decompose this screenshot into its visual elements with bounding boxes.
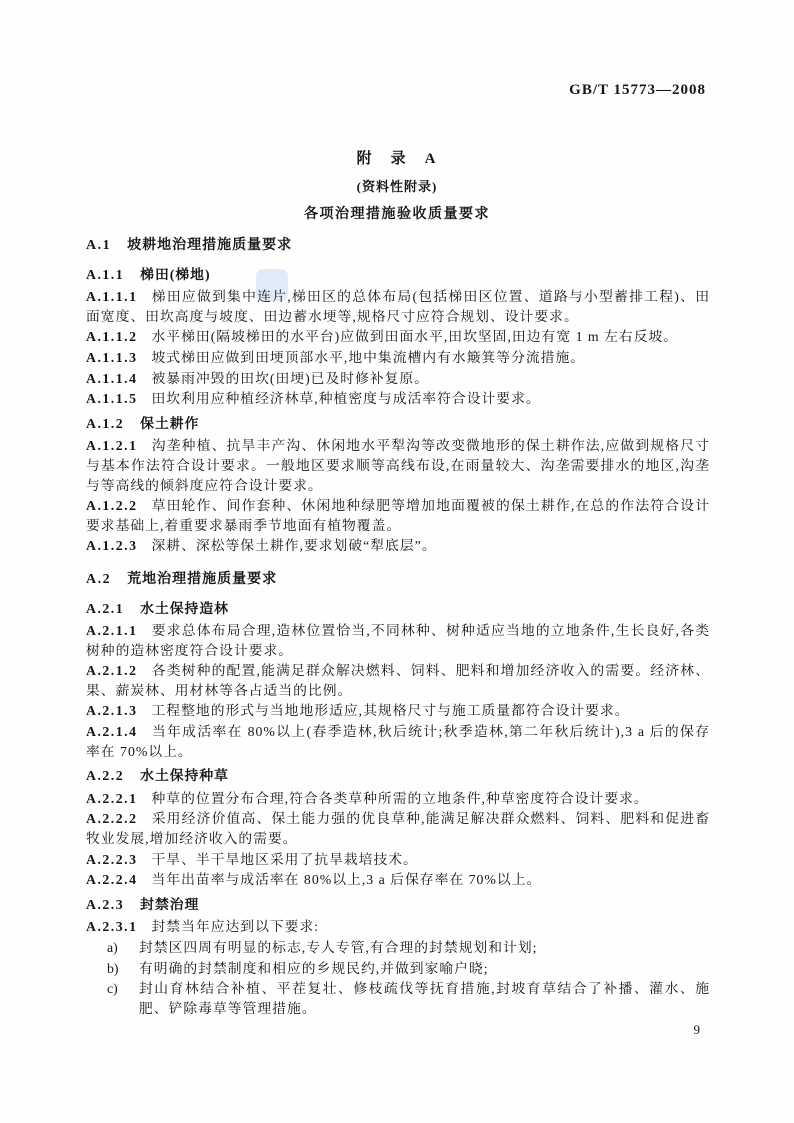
clause-number: A.1.2.1: [86, 438, 138, 454]
clause-text: 要求总体布局合理,造林位置恰当,不同林种、树种适应当地的立地条件,生长良好,各类树种的造林密度符合设计要求。: [86, 623, 710, 658]
clause-number: A.1.1.4: [86, 370, 138, 386]
list-item: [107, 938, 710, 958]
clause-text: 当年出苗率与成活率在 80%以上,3 a 后保存率在 70%以上。: [151, 872, 542, 888]
page-number: 9: [693, 1022, 700, 1037]
subsection-heading: [86, 414, 710, 434]
clause-paragraph: [86, 850, 710, 870]
clause-number: A.2.2.1: [86, 790, 138, 806]
clause-text: 深耕、深松等保土耕作,要求划破“犁底层”。: [151, 538, 437, 554]
clause-text: 保土耕作: [140, 415, 200, 431]
subsection-heading: [86, 895, 710, 915]
clause-number: A.2.2.4: [86, 872, 138, 888]
list-item: [107, 979, 710, 1018]
clause-number: A.2.2: [86, 768, 125, 784]
clause-text: 有明确的封禁制度和相应的乡规民约,并做到家喻户晓;: [139, 960, 489, 976]
clause-text: 坡式梯田应做到田埂顶部水平,地中集流槽内有水簸箕等分流措施。: [151, 349, 586, 365]
clause-text: 干旱、半干旱地区采用了抗旱栽培技术。: [151, 851, 418, 867]
clause-number: A.1: [86, 238, 112, 253]
clause-text: 沟垄种植、抗旱丰产沟、休闲地水平犁沟等改变微地形的保土耕作法,应做到规格尺寸与基本作法符合设计要求。一般地区要求顺等高线布设,在雨量较大、沟垄需要排水的地区,沟垄与等高线的倾斜度应符合设计要求。: [86, 438, 710, 493]
clause-paragraph: [86, 327, 710, 347]
clause-text: 被暴雨冲毁的田坎(田埂)已及时修补复原。: [151, 370, 430, 386]
clause-paragraph: [86, 722, 710, 761]
section-heading: [86, 570, 710, 590]
clause-paragraph: [86, 369, 710, 389]
clause-text: 各类树种的配置,能满足群众解决燃料、饲料、肥料和增加经济收入的需要。经济林、果、薪炭林、用材林等各占适当的比例。: [86, 663, 710, 698]
clause-number: A.2.2.2: [86, 811, 138, 827]
clause-text: 种草的位置分布合理,符合各类草种所需的立地条件,种草密度符合设计要求。: [151, 790, 649, 806]
clause-number: A.1.1.1: [86, 289, 138, 305]
clause-paragraph: [86, 348, 710, 368]
list-item-label: b): [107, 960, 119, 976]
clause-paragraph: [86, 809, 710, 848]
clause-paragraph: [86, 389, 710, 409]
clause-text: 荒地治理措施质量要求: [127, 571, 278, 587]
clause-number: A.2.1.4: [86, 724, 138, 740]
list-item: [107, 959, 710, 979]
subsection-heading: [86, 599, 710, 619]
clause-paragraph: [86, 701, 710, 721]
clause-paragraph: [86, 789, 710, 809]
clause-paragraph: [86, 917, 710, 937]
clause-number: A.2: [86, 571, 112, 587]
document-body: [86, 236, 710, 1019]
appendix-header: [0, 147, 794, 223]
clause-text: 水平梯田(隔坡梯田的水平台)应做到田面水平,田坎坚固,田边有宽 1 m 左右反坡。: [151, 329, 679, 345]
clause-paragraph: [86, 661, 710, 700]
clause-number: A.2.3.1: [86, 919, 138, 935]
list-item-label: a): [107, 940, 118, 955]
clause-number: A.2.3: [86, 896, 125, 912]
appendix-title: 附 录 A: [356, 151, 438, 167]
clause-number: A.1.2.3: [86, 538, 138, 554]
clause-number: A.2.1.2: [86, 663, 138, 679]
clause-paragraph: [86, 621, 710, 660]
clause-paragraph: [86, 870, 710, 890]
clause-text: 田坎利用应种植经济林草,种植密度与成活率符合设计要求。: [151, 391, 541, 407]
clause-number: A.2.1.3: [86, 703, 138, 719]
clause-text: 封禁当年应达到以下要求:: [151, 919, 320, 935]
appendix-heading: 各项治理措施验收质量要求: [304, 207, 490, 222]
list-item-label: c): [107, 981, 118, 997]
clause-text: 梯田应做到集中连片,梯田区的总体布局(包括梯田区位置、道路与小型蓄排工程)、田面宽度、田坎高度与坡度、田边蓄水埂等,规格尺寸应符合规划、设计要求。: [86, 289, 710, 324]
clause-text: 坡耕地治理措施质量要求: [127, 238, 293, 253]
clause-text: 草田轮作、间作套种、休闲地种绿肥等增加地面覆被的保土耕作,在总的作法符合设计要求基础上,着重要求暴雨季节地面有植物覆盖。: [86, 498, 710, 533]
clause-paragraph: [86, 287, 710, 326]
appendix-subtitle: (资料性附录): [356, 179, 438, 194]
clause-number: A.1.1.2: [86, 329, 138, 345]
clause-text: 水土保持造林: [140, 600, 229, 616]
clause-number: A.1.2.2: [86, 498, 138, 514]
clause-text: 梯田(梯地): [140, 266, 211, 282]
clause-number: A.1.1.3: [86, 349, 138, 365]
clause-text: 封禁治理: [140, 896, 200, 912]
clause-text: 当年成活率在 80%以上(春季造林,秋后统计;秋季造林,第二年秋后统计),3 a 后的保存率在 70%以上。: [86, 724, 710, 759]
section-heading: [86, 236, 710, 256]
clause-number: A.2.1.1: [86, 623, 138, 639]
clause-text: 采用经济价值高、保土能力强的优良草种,能满足解决群众燃料、饲料、肥料和促进畜牧业发展,增加经济收入的需要。: [86, 811, 710, 847]
clause-number: A.2.1: [86, 600, 125, 616]
clause-paragraph: [86, 536, 710, 556]
clause-text: 封禁区四周有明显的标志,专人专管,有合理的封禁规划和计划;: [139, 940, 538, 955]
clause-number: A.1.1: [86, 266, 125, 282]
standard-number: GB/T 15773—2008: [569, 82, 706, 98]
clause-text: 水土保持种草: [140, 768, 229, 784]
clause-text: 工程整地的形式与当地地形适应,其规格尺寸与施工质量都符合设计要求。: [151, 703, 630, 719]
clause-text: 封山育林结合补植、平茬复壮、修枝疏伐等抚育措施,封坡育草结合了补播、灌水、施肥、铲除毒草等管理措施。: [139, 981, 710, 1016]
subsection-heading: [86, 766, 710, 786]
clause-paragraph: [86, 436, 710, 495]
subsection-heading: [86, 265, 710, 285]
clause-number: A.1.2: [86, 415, 125, 431]
clause-number: A.1.1.5: [86, 391, 138, 407]
clause-number: A.2.2.3: [86, 851, 138, 867]
clause-paragraph: [86, 496, 710, 535]
